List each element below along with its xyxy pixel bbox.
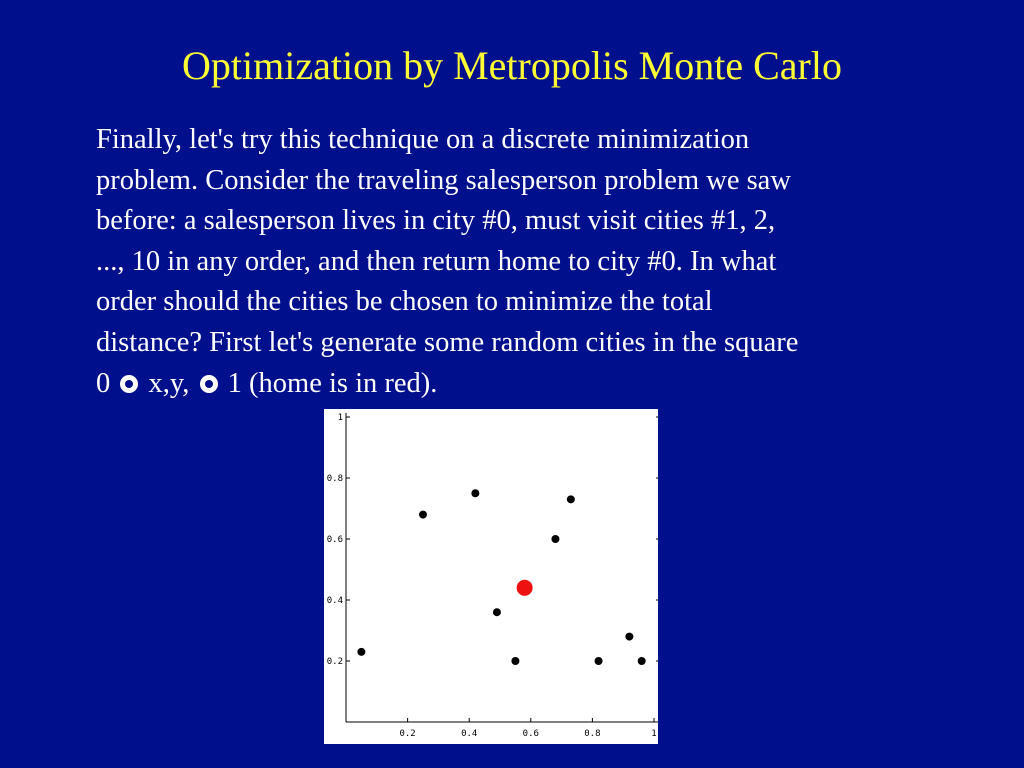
- y-tick-label: 1: [337, 413, 343, 423]
- home-city-point: [517, 580, 533, 596]
- x-tick-label: 0.2: [399, 729, 416, 739]
- scatter-plot-canvas: [324, 409, 658, 744]
- x-tick-label: 0.4: [461, 729, 478, 739]
- circled-dot-icon: [199, 374, 219, 394]
- body-line-5: order should the cities be chosen to minimize the total: [96, 286, 713, 318]
- x-tick-label: 0.6: [522, 729, 539, 739]
- city-point: [595, 657, 603, 665]
- slide-body-text: [96, 120, 966, 404]
- body-line-7-part-3: 1 (home is in red).: [220, 367, 438, 399]
- body-line-6: distance? First let's generate some random cities in the square: [96, 326, 799, 358]
- city-point: [493, 608, 501, 616]
- y-tick-label: 0.4: [326, 596, 343, 606]
- city-point: [625, 633, 633, 641]
- body-line-7-part-2: x,y,: [141, 367, 197, 399]
- y-tick-label: 0.2: [326, 657, 343, 667]
- x-tick-label: 0.8: [584, 729, 601, 739]
- city-point: [638, 657, 646, 665]
- body-line-3: before: a salesperson lives in city #0, must visit cities #1, 2,: [96, 205, 776, 237]
- body-line-2: problem. Consider the traveling salesperson problem we saw: [96, 164, 791, 196]
- body-line-7: [96, 364, 966, 405]
- city-point: [551, 535, 559, 543]
- city-point: [511, 657, 519, 665]
- city-scatter-plot: [324, 409, 658, 744]
- body-line-7-part-1: 0: [96, 367, 118, 399]
- x-tick-label: 1: [651, 729, 657, 739]
- y-tick-label: 0.6: [326, 535, 343, 545]
- body-line-4: ..., 10 in any order, and then return home to city #0. In what: [96, 245, 777, 277]
- city-point: [419, 511, 427, 519]
- city-point: [471, 489, 479, 497]
- city-point: [357, 648, 365, 656]
- y-tick-label: 0.8: [326, 474, 343, 484]
- slide-title: Optimization by Metropolis Monte Carlo: [182, 43, 842, 88]
- city-point: [567, 495, 575, 503]
- circled-dot-icon: [119, 374, 139, 394]
- body-line-1: Finally, let's try this technique on a discrete minimization: [96, 124, 750, 155]
